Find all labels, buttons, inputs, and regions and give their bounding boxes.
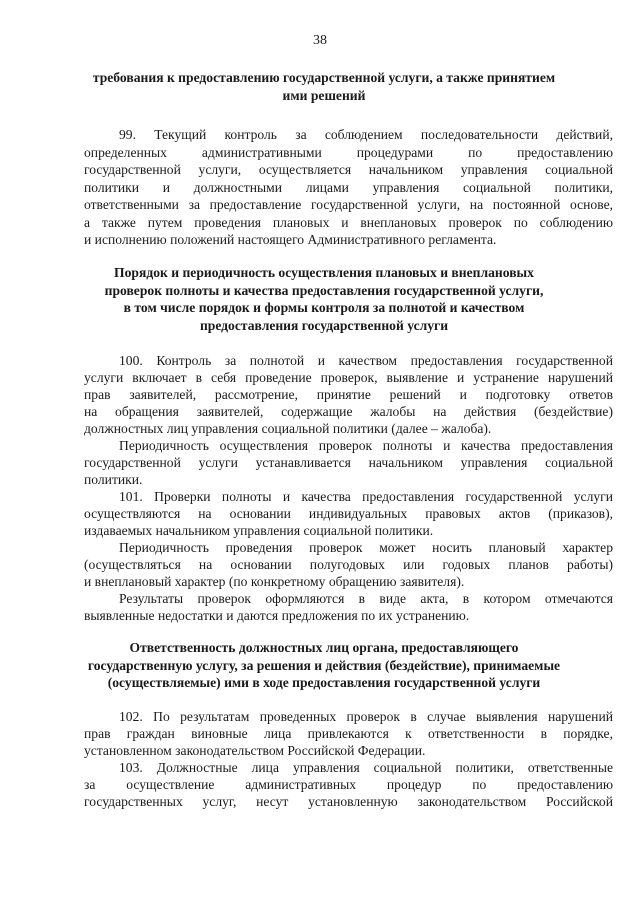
- text-line: издаваемых начальником управления социальной политики.: [84, 523, 434, 538]
- text-line: государственных услуг, несут установленную законодательством Российской: [84, 794, 613, 809]
- text-line: государственной услуги, осуществляется начальником управления социальной: [84, 162, 613, 177]
- text-line: политики.: [84, 472, 143, 487]
- heading-line: Ответственность должностных лиц органа, предоставляющего: [129, 640, 519, 655]
- text-line: определенных административными процедурами по предоставлению: [84, 145, 613, 160]
- section-heading-inspections: [84, 264, 564, 334]
- heading-line: государственную услугу, за решения и действия (бездействие), принимаемые: [87, 657, 561, 673]
- text-line: должностных лиц управления социальной политики (далее – жалоба).: [84, 421, 492, 436]
- text-line: 99. Текущий контроль за соблюдением последовательности действий,: [119, 127, 613, 142]
- text-line: осуществляются на основании индивидуальных правовых актов (приказов),: [84, 506, 613, 521]
- text-line: Периодичность осуществления проверок полноты и качества предоставления: [119, 438, 613, 453]
- heading-line: проверок полноты и качества предоставления государственной услуги,: [104, 282, 544, 298]
- text-line: 102. По результатам проведенных проверок в случае выявления нарушений: [119, 709, 613, 724]
- text-line: за осуществление административных процедур по предоставлению: [84, 777, 613, 792]
- text-line: государственной услуги устанавливается начальником управления социальной: [84, 455, 613, 470]
- heading-line: в том числе порядок и формы контроля за полнотой и качеством: [123, 300, 525, 315]
- text-line: выявленные недостатки и даются предложения по их устранению.: [84, 608, 470, 623]
- text-line: и внеплановый характер (по конкретному обращению заявителя).: [84, 574, 465, 589]
- heading-line: ими решений: [282, 87, 366, 103]
- heading-line: Порядок и периодичность осуществления плановых и внеплановых: [114, 265, 534, 280]
- text-line: ответственными за предоставление государственной услуги, на постоянной основе,: [84, 197, 613, 212]
- text-line: на обращения заявителей, содержащие жалобы на действия (бездействие): [84, 404, 613, 419]
- text-line: (осуществляться на основании полугодовых или годовых планов работы): [84, 557, 613, 572]
- text-line: прав заявителей, рассмотрение, принятие решений и подготовку ответов: [84, 387, 613, 402]
- text-line: а также путем проведения плановых и внеплановых проверок по соблюдению: [84, 215, 613, 230]
- section-heading-responsibility: [84, 639, 564, 692]
- heading-line: требования к предоставлению государственной услуги, а также принятием: [92, 70, 556, 85]
- text-line: прав граждан виновные лица привлекаются к ответственности в порядке,: [84, 726, 613, 741]
- text-line: и исполнению положений настоящего Административного регламента.: [84, 232, 497, 247]
- text-line: Периодичность проведения проверок может носить плановый характер: [119, 540, 613, 555]
- text-line: 101. Проверки полноты и качества предоставления государственной услуги: [119, 489, 613, 504]
- heading-line: предоставления государственной услуги: [199, 317, 449, 333]
- heading-line: (осуществляемые) ими в ходе предоставления государственной услуги: [107, 675, 541, 690]
- text-line: 100. Контроль за полнотой и качеством предоставления государственной: [119, 353, 613, 368]
- text-line: политики и должностными лицами управления социальной политики,: [84, 180, 613, 195]
- text-line: Результаты проверок оформляются в виде акта, в котором отмечаются: [119, 591, 613, 606]
- section-heading-requirements: [84, 69, 564, 104]
- page-number: 38: [313, 33, 327, 48]
- text-line: услуги включает в себя проведение проверок, выявление и устранение нарушений: [84, 370, 613, 385]
- text-line: установленном законодательством Российской Федерации.: [84, 743, 426, 758]
- text-line: 103. Должностные лица управления социальной политики, ответственные: [119, 760, 613, 775]
